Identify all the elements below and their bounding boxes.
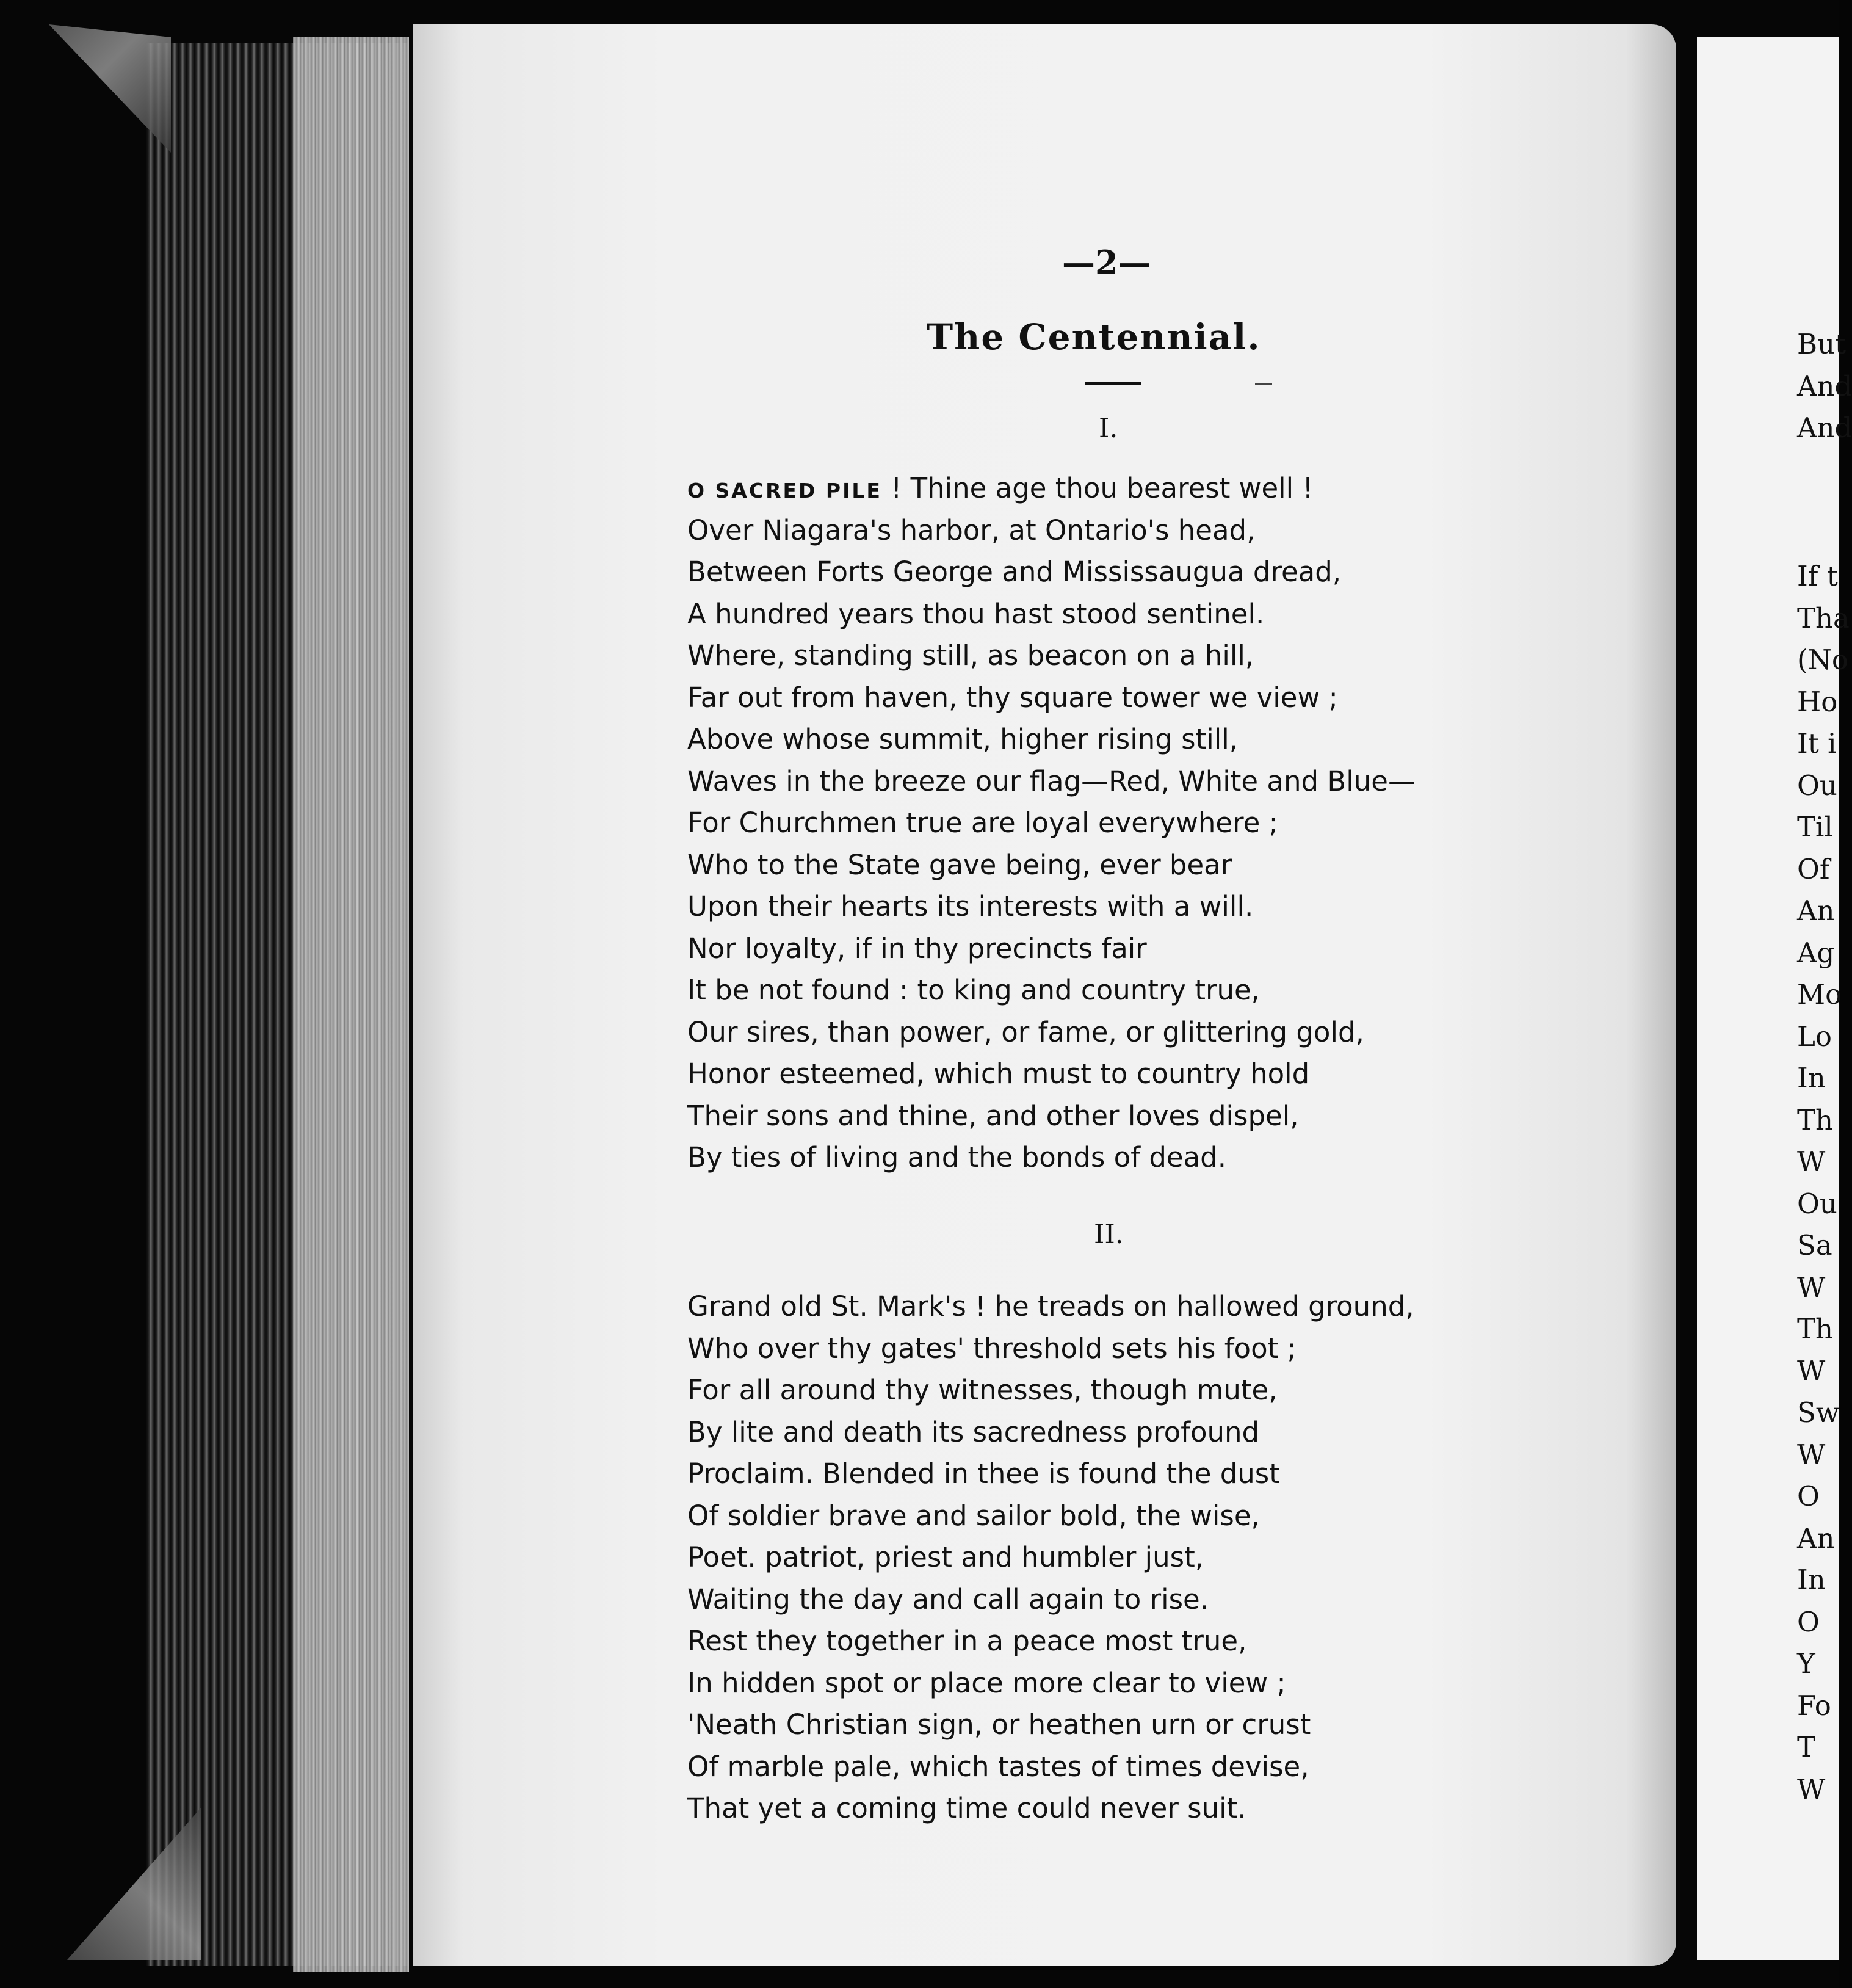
stanza-line: Of marble pale, which tastes of times devise, <box>687 1750 1309 1783</box>
facing-line: O <box>1797 1605 1820 1638</box>
facing-line: An <box>1797 894 1835 927</box>
facing-page-top-lines <box>1797 324 1852 449</box>
stanza-line: Far out from haven, thy square tower we view ; <box>687 681 1338 714</box>
stanza-line: For Churchmen true are loyal everywhere ; <box>687 807 1278 839</box>
poem-title: The Centennial. <box>927 316 1261 358</box>
stanza-line: It be not found : to king and country true, <box>687 974 1260 1006</box>
facing-line: W <box>1797 1145 1826 1178</box>
stanza-line: Who to the State gave being, ever bear <box>687 848 1232 881</box>
facing-line: Ou <box>1797 769 1837 802</box>
facing-line: And <box>1797 412 1852 444</box>
stanza-line: Of soldier brave and sailor bold, the wise, <box>687 1499 1260 1532</box>
stanza-line: Above whose summit, higher rising still, <box>687 723 1239 755</box>
facing-line: Lo <box>1797 1020 1832 1053</box>
facing-line: Of <box>1797 852 1830 885</box>
facing-line: T <box>1797 1731 1816 1763</box>
cover-corner-top <box>49 24 171 153</box>
stanza-line: Between Forts George and Mississaugua dread, <box>687 556 1342 588</box>
facing-line: Ag <box>1797 936 1835 969</box>
stanza-2 <box>687 1286 1591 1830</box>
stanza-line: 'Neath Christian sign, or heathen urn or crust <box>687 1708 1311 1741</box>
facing-line: O <box>1797 1480 1820 1512</box>
stanza-1 <box>687 468 1591 1179</box>
stanza-line: For all around thy witnesses, though mute, <box>687 1374 1278 1406</box>
stanza-line: Grand old St. Mark's ! he treads on hallowed ground, <box>687 1290 1414 1322</box>
facing-line: W <box>1797 1354 1826 1387</box>
page-number: —2— <box>1062 243 1151 282</box>
facing-line: Th <box>1797 1313 1833 1345</box>
stanza-line: Waiting the day and call again to rise. <box>687 1583 1209 1616</box>
stanza-line: In hidden spot or place more clear to view ; <box>687 1666 1286 1699</box>
facing-line: It i <box>1797 727 1837 760</box>
facing-line: W <box>1797 1271 1826 1304</box>
stanza-line: A hundred years thou hast stood sentinel. <box>687 597 1265 630</box>
cover-corner-bottom <box>67 1807 201 1960</box>
facing-line: Ho <box>1797 685 1838 718</box>
facing-line: An <box>1797 1522 1835 1554</box>
stanza-line: By ties of living and the bonds of dead. <box>687 1141 1227 1174</box>
facing-line: In <box>1797 1062 1826 1094</box>
section-number-2: II. <box>1094 1219 1124 1250</box>
facing-line: W <box>1797 1438 1826 1471</box>
facing-line: Sa <box>1797 1229 1832 1261</box>
stanza-line: Honor esteemed, which must to country hold <box>687 1057 1310 1090</box>
facing-line: In <box>1797 1564 1826 1596</box>
facing-page-lines <box>1797 556 1850 1810</box>
facing-line: If t <box>1797 560 1838 592</box>
facing-line: Th <box>1797 1103 1833 1136</box>
facing-line: Mo <box>1797 978 1842 1010</box>
facing-line: Tha <box>1797 601 1850 634</box>
stanza-line <box>687 468 1591 510</box>
facing-line: And <box>1797 369 1852 402</box>
page-edges <box>293 37 409 1972</box>
facing-line: (No <box>1797 644 1849 676</box>
title-rule <box>1085 382 1141 385</box>
section-number-1: I. <box>1099 413 1118 444</box>
stanza-line: Over Niagara's harbor, at Ontario's head, <box>687 513 1256 546</box>
facing-line: Sw <box>1797 1396 1840 1429</box>
stanza-line: Nor loyalty, if in thy precincts fair <box>687 932 1147 965</box>
stanza-line: Upon their hearts its interests with a will. <box>687 890 1254 923</box>
print-speck <box>1255 383 1272 385</box>
facing-line: But <box>1797 328 1847 360</box>
stanza-line: That yet a coming time could never suit. <box>687 1792 1246 1824</box>
stanza-line: Our sires, than power, or fame, or glittering gold, <box>687 1015 1364 1048</box>
stanza-line: Proclaim. Blended in thee is found the dust <box>687 1457 1280 1490</box>
first-line-rest: ! Thine age thou bearest well ! <box>891 472 1314 504</box>
facing-line: Fo <box>1797 1689 1831 1722</box>
opening-smallcaps: O SACRED PILE <box>687 479 882 502</box>
facing-line: Ou <box>1797 1187 1837 1220</box>
facing-line: W <box>1797 1772 1826 1805</box>
stanza-line: Their sons and thine, and other loves dispel, <box>687 1099 1299 1132</box>
stanza-line: Waves in the breeze our flag—Red, White and Blue— <box>687 764 1416 797</box>
stanza-line: Who over thy gates' threshold sets his foot ; <box>687 1332 1297 1365</box>
stanza-line: Where, standing still, as beacon on a hill, <box>687 639 1254 672</box>
stanza-line: Poet. patriot, priest and humbler just, <box>687 1541 1204 1573</box>
stanza-line: By lite and death its sacredness profound <box>687 1415 1260 1448</box>
stanza-line: Rest they together in a peace most true, <box>687 1625 1247 1657</box>
facing-line: Til <box>1797 811 1833 843</box>
facing-line: Y <box>1797 1647 1815 1680</box>
